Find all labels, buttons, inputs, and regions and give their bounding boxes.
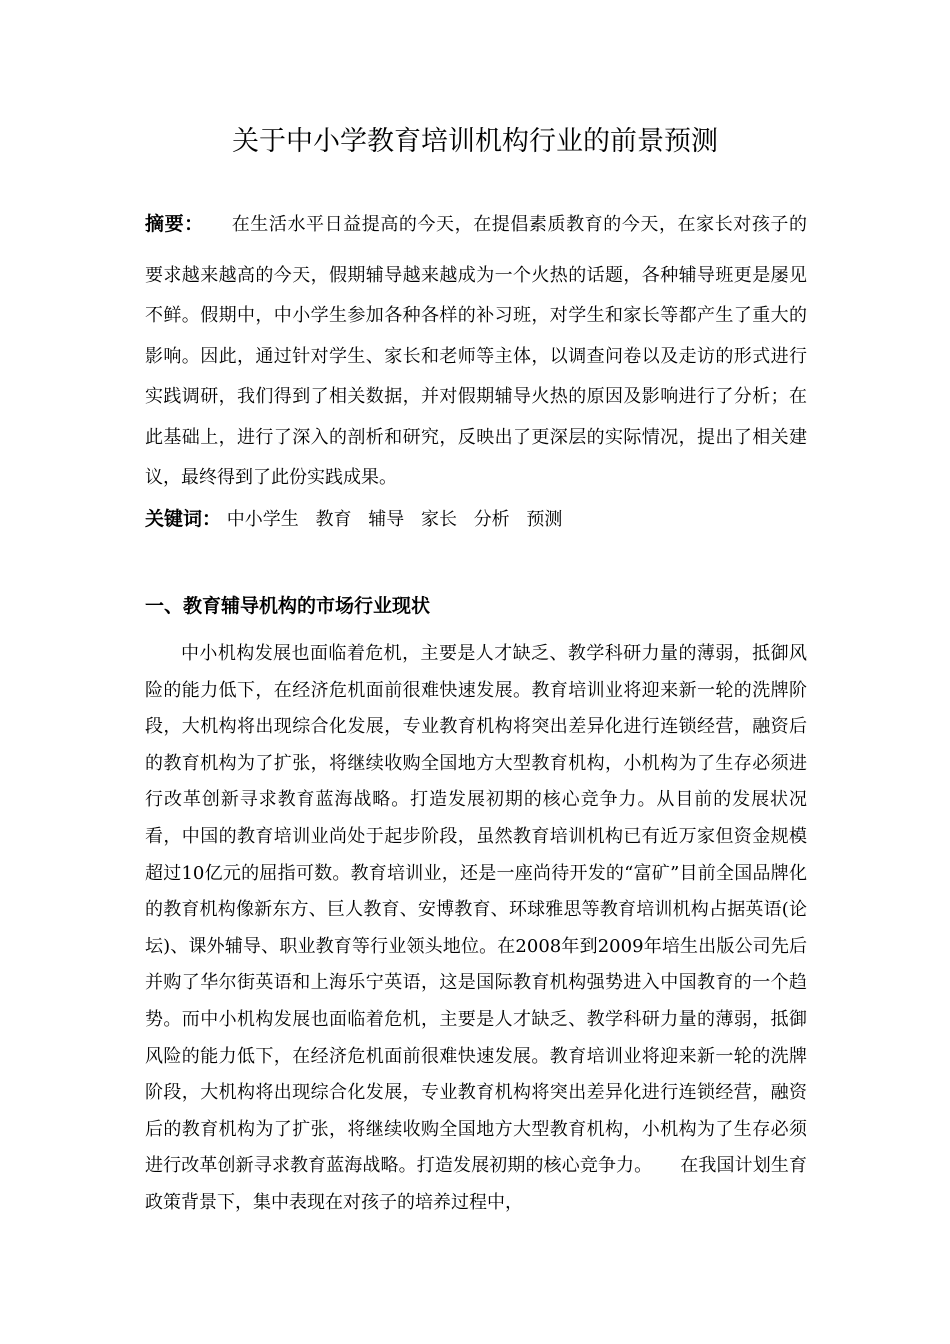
- keyword: 教育: [315, 509, 352, 530]
- abstract-text: 要求越来越高的今天，假期辅导越来越成为一个火热的话题，各种辅导班更是屡见不鲜。假期中，中小学生参加各种各样的补习班，对学生和家长等都产生了重大的影响。因此，通过针对学生、家长和老师等主体，以调查问卷以及走访的形式进行实践调研，我们得到了相关数据，并对假期辅导火热的原因及影响进行了分析；在此基础上，进行了深入的剖析和研究，反映出了更深层的实际情况，提出了相关建议，最终得到了此份实践成果。: [145, 264, 807, 488]
- section-paragraph-tail: 在我国计划生育政策背景下，集中表现在对孩子的培养过程中，: [145, 1155, 808, 1213]
- abstract-section: [145, 204, 807, 499]
- keyword: 辅导: [368, 509, 405, 530]
- abstract-label: 摘要：: [145, 213, 204, 235]
- abstract-first-line: [145, 204, 807, 246]
- keyword: 预测: [526, 509, 563, 530]
- keyword: 分析: [473, 509, 510, 530]
- abstract-first-text: 在生活水平日益提高的今天，在提倡素质教育的今天，在家长对孩子的: [231, 214, 807, 235]
- section-heading: 一、教育辅导机构的市场行业现状: [145, 595, 431, 617]
- keywords-label: 关键词：: [145, 508, 222, 530]
- keyword: 家长: [420, 509, 457, 530]
- keywords-section: [145, 503, 807, 536]
- section-paragraph-text: 中小机构发展也面临着危机，主要是人才缺乏、教学科研力量的薄弱，抵御风险的能力低下，在经济危机面前很难快速发展。教育培训业将迎来新一轮的洗牌阶段，大机构将出现综合化发展，专业教育机构将突出差异化进行连锁经营，融资后的教育机构为了扩张，将继续收购全国地方大型教育机构，小机构为了生存必须进行改革创新寻求教育蓝海战略。打造发展初期的核心竞争力。从目前的发展状况看，中国的教育培训业尚处于起步阶段，虽然教育培训机构已有近万家但资金规模超过10亿元的屈指可数。教育培训业，还是一座尚待开发的“富矿”目前全国品牌化的教育机构像新东方、巨人教育、安博教育、环球雅思等教育培训机构占据英语(论坛)、课外辅导、职业教育等行业领头地位。在2008年到2009年培生出版公司先后并购了华尔街英语和上海乐宁英语，这是国际教育机构强势进入中国教育的一个趋势。而中小机构发展也面临着危机，主要是人才缺乏、教学科研力量的薄弱，抵御风险的能力低下，在经济危机面前很难快速发展。教育培训业将迎来新一轮的洗牌阶段，大机构将出现综合化发展，专业教育机构将突出差异化进行连锁经营，融资后的教育机构为了扩张，将继续收购全国地方大型教育机构，小机构为了生存必须进行改革创新寻求教育蓝海战略。打造发展初期的核心竞争力。: [145, 643, 807, 1177]
- keyword: 中小学生: [226, 509, 299, 530]
- document-title: 关于中小学教育培训机构行业的前景预测: [232, 126, 718, 157]
- section-paragraph: [145, 636, 807, 1222]
